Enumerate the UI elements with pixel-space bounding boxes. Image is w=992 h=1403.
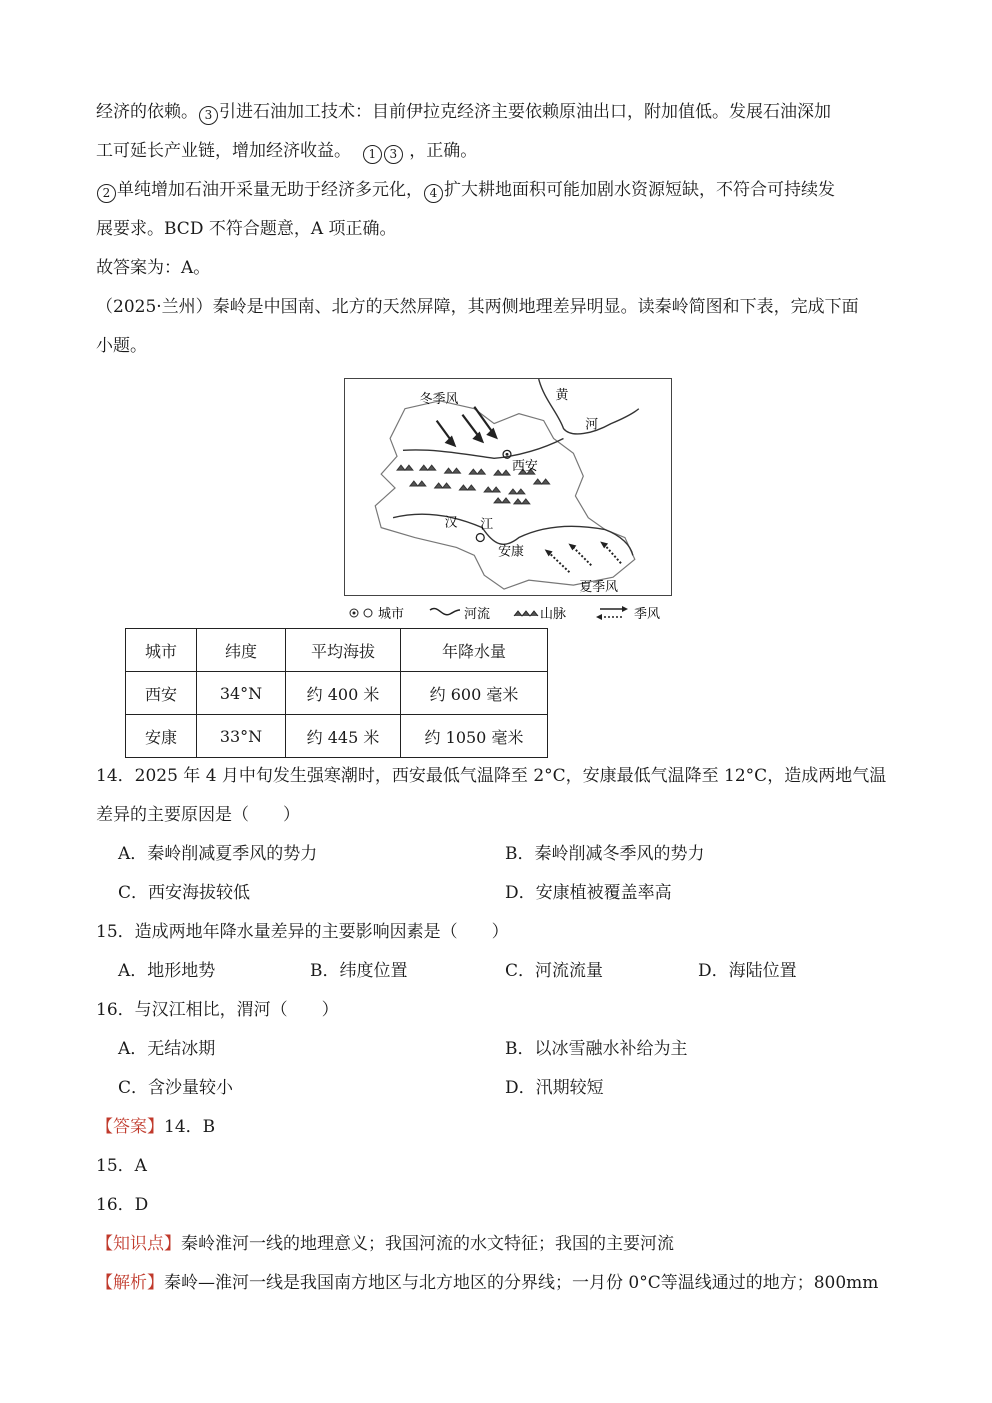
table-cell: 约 600 毫米: [401, 672, 548, 715]
option-15-b: B．纬度位置: [310, 961, 408, 981]
label-winter-monsoon: 冬季风: [419, 391, 459, 407]
option-15-a: A．地形地势: [118, 961, 216, 981]
option-15-c: C．河流流量: [505, 961, 604, 981]
table-header: 纬度: [197, 629, 286, 672]
label-ankang: 安康: [498, 544, 524, 560]
table-cell: 安康: [126, 715, 197, 758]
answer-tag: 【答案】: [96, 1117, 164, 1137]
summer-monsoon-arrows: [545, 541, 621, 572]
circled-number: 2: [97, 184, 116, 203]
option-14-d: D．安康植被覆盖率高: [505, 883, 672, 903]
option-14-a: A．秦岭削减夏季风的势力: [118, 844, 318, 864]
option-15-d: D．海陆位置: [698, 961, 797, 981]
option-16-d: D．汛期较短: [505, 1078, 604, 1098]
intro-line-1: 经济的依赖。 3 引进石油加工技术：目前伊拉克经济主要依赖原油出口，附加值低。发展石油深加: [96, 101, 831, 125]
circled-number: 3: [384, 145, 403, 164]
table-cell: 约 445 米: [286, 715, 401, 758]
option-14-b: B．秦岭削减冬季风的势力: [505, 844, 705, 864]
map-legend: [344, 600, 684, 626]
intro-line-2: 工可延长产业链，增加经济收益。 1 3 ，正确。: [96, 140, 477, 164]
table-row: [126, 715, 548, 758]
table-header: 平均海拔: [286, 629, 401, 672]
table-header: 年降水量: [401, 629, 548, 672]
knowledge-tag: 【知识点】: [96, 1234, 181, 1254]
table-cell: 33°N: [197, 715, 286, 758]
intro-line-3: 2 单纯增加石油开采量无助于经济多元化， 4 扩大耕地面积可能加剧水资源短缺，不符合可持续发: [96, 179, 835, 203]
question-15: 15．造成两地年降水量差异的主要影响因素是（ ）: [96, 922, 509, 942]
question-14: 14．2025 年 4 月中旬发生强寒潮时，西安最低气温降至 2°C，安康最低气温降至 12°C，造成两地气温: [96, 766, 887, 786]
question-stem-end: 小题。: [96, 336, 147, 356]
answer-14: 【答案】14．B: [96, 1117, 216, 1137]
option-16-a: A．无结冰期: [118, 1039, 216, 1059]
label-han: 汉: [444, 515, 458, 531]
qinling-map: [344, 378, 672, 596]
legend-river: 河流: [464, 607, 491, 622]
analysis-tag: 【解析】: [96, 1273, 164, 1293]
intro-line-4: 展要求。BCD 不符合题意，A 项正确。: [96, 219, 397, 239]
circled-number: 4: [424, 184, 443, 203]
answer-15: 15．A: [96, 1156, 147, 1176]
question-14-cont: 差异的主要原因是（ ）: [96, 805, 300, 825]
answer-16: 16．D: [96, 1195, 149, 1215]
label-jiang: 江: [480, 517, 494, 533]
option-14-c: C．西安海拔较低: [118, 883, 251, 903]
option-16-b: B．以冰雪融水补给为主: [505, 1039, 688, 1059]
legend-mountain-icon: [514, 611, 538, 616]
table-header-row: [126, 629, 548, 672]
winter-monsoon-arrows: [437, 407, 496, 446]
table-cell: 约 1050 毫米: [401, 715, 548, 758]
analysis: 【解析】秦岭—淮河一线是我国南方地区与北方地区的分界线；一月份 0°C等温线通过的地方；800mm: [96, 1273, 879, 1293]
label-xian: 西安: [511, 459, 538, 475]
label-he: 河: [585, 417, 599, 433]
ankang-marker: [476, 534, 484, 542]
city-data-table: [125, 628, 548, 758]
option-16-c: C．含沙量较小: [118, 1078, 234, 1098]
legend-city: 城市: [378, 607, 405, 622]
knowledge-points: 【知识点】秦岭淮河一线的地理意义；我国河流的水文特征；我国的主要河流: [96, 1234, 674, 1254]
answer-statement: 故答案为：A。: [96, 258, 211, 278]
legend-mountain: 山脉: [540, 607, 567, 622]
legend-river-icon: [430, 608, 460, 614]
label-huang: 黄: [555, 387, 569, 403]
legend-monsoon: 季风: [634, 607, 661, 622]
table-cell: 约 400 米: [286, 672, 401, 715]
table-row: [126, 672, 548, 715]
table-cell: 34°N: [197, 672, 286, 715]
question-16: 16．与汉江相比，渭河（ ）: [96, 1000, 339, 1020]
circled-number: 1: [363, 145, 382, 164]
question-stem: （2025·兰州）秦岭是中国南、北方的天然屏障，其两侧地理差异明显。读秦岭简图和下表，完成下面: [96, 297, 859, 317]
circled-number: 3: [199, 106, 218, 125]
table-cell: 西安: [126, 672, 197, 715]
table-header: 城市: [126, 629, 197, 672]
label-summer-monsoon: 夏季风: [579, 580, 618, 596]
